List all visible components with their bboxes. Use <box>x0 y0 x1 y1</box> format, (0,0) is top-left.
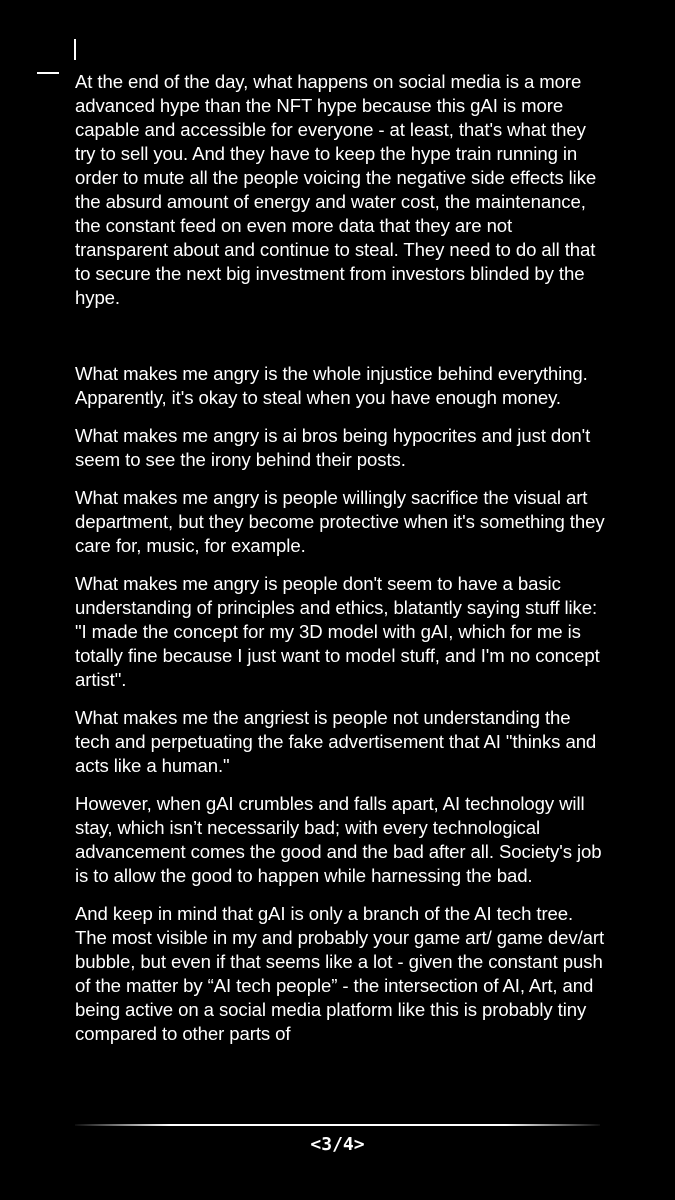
paragraph-tech-tree: And keep in mind that gAI is only a branch of the AI tech tree. The most visible in my and probably your game art/ game dev/art bubble, but even if that seems like a lot - given the constant push of the matter by “AI tech people” - the intersection of AI, Art, and being active on a social media platform like this is probably tiny compared to other parts of <box>75 903 605 1044</box>
text-cursor-mark <box>74 39 76 60</box>
paragraph-hype: At the end of the day, what happens on social media is a more advanced hype than the NFT hype because this gAI is more capable and accessible for everyone - at least, that's what they try to sell you. And they have to keep the hype train running in order to mute all the people voicing the negative side effects like the absurd amount of energy and water cost, the maintenance, the constant feed on even more data that they are not transparent about and continue to steal. They need to do all that to secure the next big investment from investors blinded by the hype. <box>75 71 597 308</box>
paragraph-ai-technology: However, when gAI crumbles and falls apart, AI technology will stay, which isn’t necessarily bad; with every technological advancement comes the good and the bad after all. Society's job is to allow the good to happen while harnessing the bad. <box>75 793 602 886</box>
dash-mark <box>37 72 59 74</box>
page-indicator: <3/4> <box>310 1134 365 1155</box>
paragraph-angriest: What makes me the angriest is people not understanding the tech and perpetuating the fake advertisement that AI "thinks and acts like a human." <box>75 707 597 776</box>
paragraph-hypocrites: What makes me angry is ai bros being hypocrites and just don't seem to see the irony behind their posts. <box>75 425 591 470</box>
footer-divider <box>75 1124 600 1126</box>
article-body <box>75 70 605 1060</box>
paragraph-injustice: What makes me angry is the whole injustice behind everything. Apparently, it's okay to steal when you have enough money. <box>75 363 588 408</box>
paragraph-ethics: What makes me angry is people don't seem to have a basic understanding of principles and ethics, blatantly saying stuff like: "I made the concept for my 3D model with gAI, which for me is totally fine because I just want to model stuff, and I'm no concept artist". <box>75 573 600 690</box>
paragraph-visual-art: What makes me angry is people willingly sacrifice the visual art department, but they become protective when it's something they care for, music, for example. <box>75 487 605 556</box>
